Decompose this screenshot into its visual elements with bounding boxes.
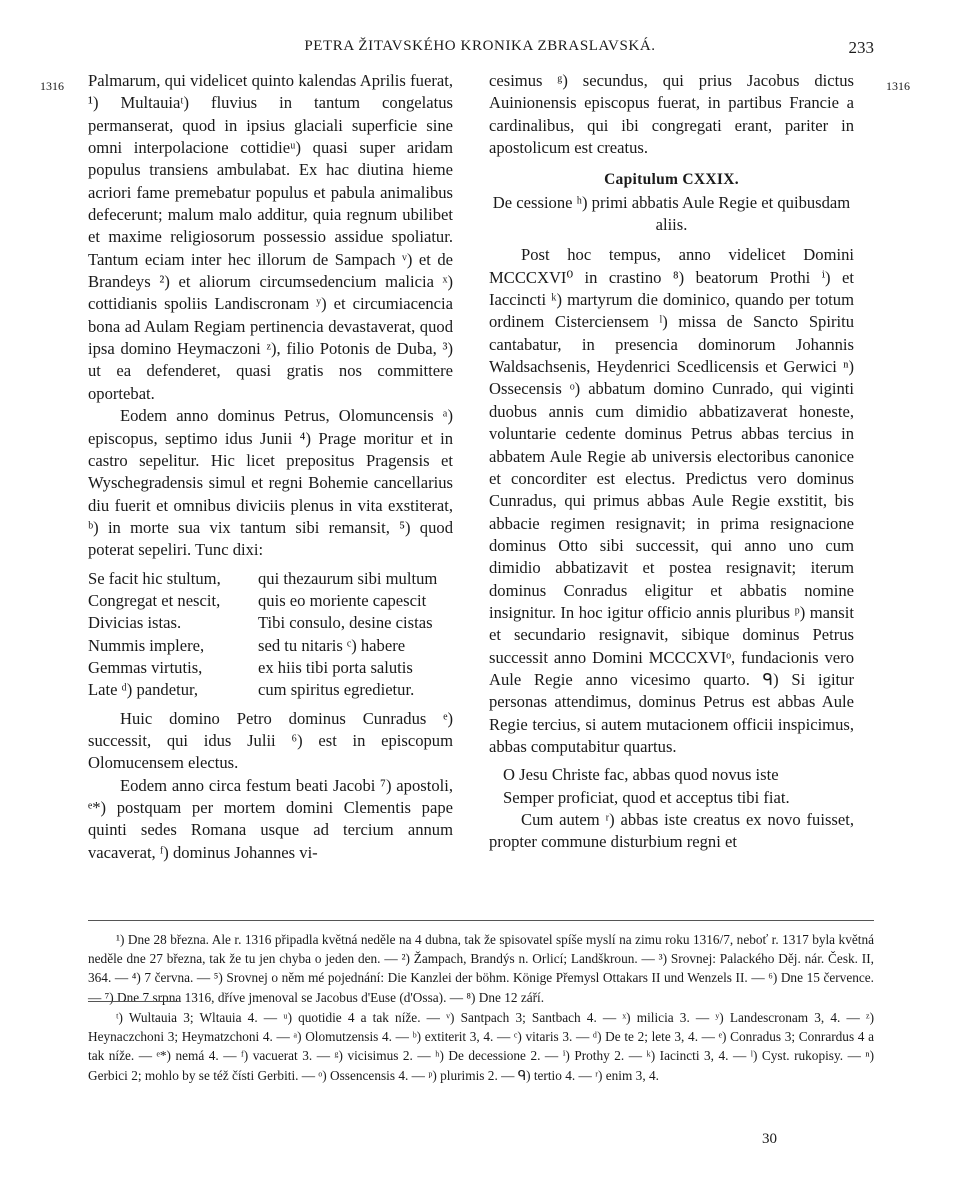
page-header xyxy=(86,38,874,60)
chapter-subtitle: De cessione ʰ) primi abbatis Aule Regie et quibusdam aliis. xyxy=(492,192,851,235)
verse-block xyxy=(489,764,854,809)
paragraph: Post hoc tempus, anno videlicet Domini MCCCXVI⁰ in crastino ⁸) beatorum Prothi ⁱ) et Iaccincti ᵏ) martyrum die dominico, quando per totum ordinem Cisterciensem ˡ) missa de Sancto Spiritu cantabatur, in presencia dominorum Johannis Waldsachsenis, Heydenrici Scedlicensis et Gerwici ⁿ) Ossecensis ᵒ) abbatum domino Cunrado, qui viginti duobus annis cum dimidio abbatizaverat honeste, voluntarie cedente dominus Petrus abbas tercius in abbatem Aule Regie ab universis electoribus canonice et concorditer est electus. Predictus vero dominus Cunradus, qui primus abbas Aule Regie exstitit, bis abbacie regimen resignavit; in prima resignacione dominus Otto sibi successit, qui anno uno cum dimidio abbatizavit et postea resignavit; iterum dominus Conradus eligitur et abbatis nomine insignitur. In hoc igitur officio annis pluribus ᵖ) mansit et secundario resignavit, sibique dominus Petrus successit anno Domini MCCCXVIᵒ, fundacionis vero Aule Regie anno vicesimo quarto. ᑫ) Si igitur personas attendimus, dominus Petrus est abbas Aule Regie tercius, si autem mutacionem officii inspicimus, abbas computabitur quartus. xyxy=(489,245,854,756)
footnote-text: ¹) Dne 28 března. Ale r. 1316 připadla květná neděle na 4 dubna, tak že spisovatel spíše myslí na zimu roku 1316/7, neboť r. 1317 byla květná neděle dne 27 března, tak že tu jen chyba o jeden den. — ²) Žampach, Brandýs n. Orlicí; Landškroun. — ³) Srovnej: Palackého Děj. nár. Česk. II, 364. — ⁴) 7 června. — ⁵) Srovnej o něm mé pojednání: Die Kanzlei der böhm. Könige Přemysl Ottakars II und Wenzels II. — ⁶) Dne 15 července. — ⁷) Dne 7 srpna 1316, dříve jmenoval se Jacobus d'Euse (d'Ossa). — ⁸) Dne 12 září. xyxy=(88,932,874,1005)
right-column xyxy=(489,70,854,854)
footnote-divider xyxy=(88,920,874,921)
verse-line: Congregat et nescit, quis eo moriente capescit xyxy=(88,590,427,610)
paragraph: Palmarum, qui videlicet quinto kalendas Aprilis fuerat, ¹) Multauiaᵗ) fluvius in tantum congelatus permanserat, quod in ipsius glaciali superficie sine omni interpolacione cottidieᵘ) quasi super aridam populus transiens ambulabat. Ex hac diutina hieme acriori fame premebatur populus et pabula animalibus defecerunt; malum malo additur, quia regnum ubilibet et maxime religiosorum possessio assidue spoliatur. Tantum eciam inter hec illorum de Sampach ᵛ) et de Brandeys ²) et aliorum circumsedencium malicia ˣ) cottidianis spoliis Landiscronam ʸ) et circumiacencia bona ad Aulam Regiam pertinencia devastaverat, quod ipsa domino Heymaczoni ᶻ), filio Potonis de Duba, ³) ut ea defenderet, quasi gratis nos committere oportebat. xyxy=(88,71,453,403)
paragraph: Eodem anno circa festum beati Jacobi ⁷) apostoli, ᵉ*) postquam per mortem domini Clementis pape quinti sedes Romana usque ad tercium annum vacaverat, ᶠ) dominus Johannes vi- xyxy=(88,775,453,862)
footnote-text: ᵗ) Wultauia 3; Wltauia 4. — ᵘ) quotidie 4 a tak níže. — ᵛ) Santpach 3; Santbach 4. — ˣ) milicia 3. — ʸ) Landescronam 3, 4. — ᶻ) Heynaczchoni 3; Heymatzchoni 4. — ᵃ) Olomutzensis 4. — ᵇ) extiterit 3, 4. — ᶜ) vitaris 3. — ᵈ) De te 2; lete 3, 4. — ᵉ) Conradus 3; Conrardus 4 a tak níže. — ᵉ*) nemá 4. — ᶠ) vacuerat 3. — ᵍ) vicisimus 2. — ʰ) De decessione 2. — ⁱ) Prothy 2. — ᵏ) Iacincti 3, 4. — ˡ) Cyst. rukopisy. — ⁿ) Gerbici 2; mohlo by se též čísti Gerbiti. — ᵒ) Ossencensis 4. — ᵖ) plurimis 2. — ᑫ) tertio 4. — ʳ) enim 3, 4. xyxy=(88,1010,874,1083)
paragraph: Cum autem ʳ) abbas iste creatus ex novo fuisset, propter commune disturbium regni et xyxy=(489,810,854,852)
margin-year-right: 1316 xyxy=(886,79,910,93)
left-column xyxy=(88,70,453,864)
running-title: PETRA ŽITAVSKÉHO KRONIKA ZBRASLAVSKÁ. xyxy=(304,38,656,54)
margin-year-left: 1316 xyxy=(40,79,64,93)
chapter-title: Capitulum CXXIX. xyxy=(604,171,739,189)
verse-line: O Jesu Christe fac, abbas quod novus iste xyxy=(503,765,779,785)
paragraph: cesimus ᵍ) secundus, qui prius Jacobus dictus Auinionensis episcopus fuerat, in partibus Francie a cardinalibus, qui ibi congregati erant, pariter in apostolicum est creatus. xyxy=(489,71,854,158)
paragraph: Eodem anno dominus Petrus, Olomuncensis ᵃ) episcopus, septimo idus Junii ⁴) Prage moritur et in castro sepelitur. Hic licet prepositus Pragensis et Wyschegradensis simul et regni Bohemie cancellarius diu fuerit et omnibus diviciis plenus in vita exstiterat, ᵇ) in morte sua vix tantum sibi remansit, ⁵) quod poterat sepeliri. Tunc dixi: xyxy=(88,406,453,560)
verse-line: Semper proficiat, quod et acceptus tibi fiat. xyxy=(503,787,790,807)
verse-line: Late ᵈ) pandetur, cum spiritus egredietur. xyxy=(88,680,415,700)
footnotes-lettered xyxy=(88,1008,874,1085)
footnotes-numbered xyxy=(88,930,874,1007)
footnote-divider-short xyxy=(88,1001,178,1002)
verse-line: Nummis implere, sed tu nitaris ᶜ) habere xyxy=(88,635,406,655)
paragraph: Huic domino Petro dominus Cunradus ᵉ) successit, qui idus Julii ⁶) est in episcopum Olomucensem electus. xyxy=(88,708,453,773)
verse-line: Gemmas virtutis, ex hiis tibi porta salutis xyxy=(88,657,413,677)
page-number: 233 xyxy=(848,38,874,57)
signature-mark: 30 xyxy=(762,1131,777,1147)
verse-line: Se facit hic stultum, qui thezaurum sibi multum xyxy=(88,568,438,588)
verse-line: Divicias istas. Tibi consulo, desine cistas xyxy=(88,613,433,633)
verse-block xyxy=(88,568,453,702)
